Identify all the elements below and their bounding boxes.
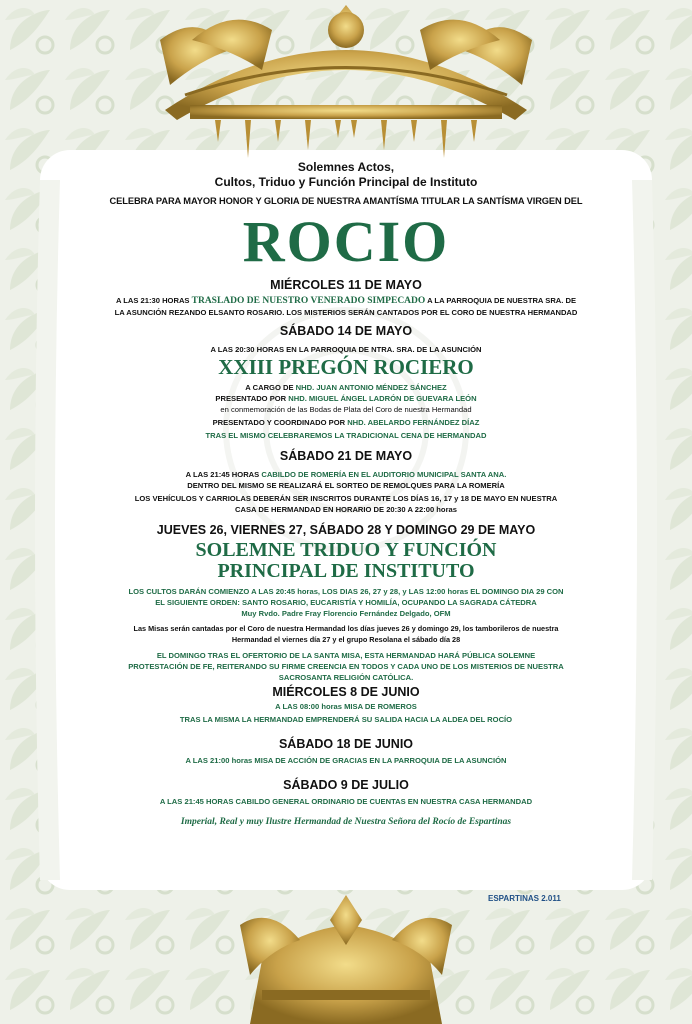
event-line: A LAS 20:30 HORAS EN LA PARROQUIA DE NTRA. SRA. DE LA ASUNCIÓN — [210, 345, 482, 354]
highlight-span: CABILDO DE ROMERÍA EN EL AUDITORIO MUNICIPAL SANTA ANA. — [261, 470, 507, 479]
edition-label: ESPARTINAS 2.011 — [488, 894, 561, 903]
text-span: A LAS 21:30 HORAS — [115, 296, 192, 305]
event-date: SÁBADO 9 DE JULIO — [283, 778, 409, 792]
event-date: JUEVES 26, VIERNES 27, SÁBADO 28 Y DOMINGO 29 DE MAYO — [156, 523, 536, 537]
main-title: ROCIO — [242, 209, 450, 274]
event-line: Las Misas serán cantadas por el Coro de nuestra Hermandad los días jueves 26 y domingo 29, los tamborileros de nuestra — [133, 624, 559, 633]
event-date: MIÉRCOLES 8 DE JUNIO — [272, 685, 420, 699]
event-line — [40, 295, 652, 307]
event-title: XXIII PREGÓN ROCIERO — [218, 355, 474, 379]
event-line: en conmemoración de las Bodas de Plata del Coro de nuestra Hermandad — [220, 405, 472, 414]
event-line: Muy Rvdo. Padre Fray Florencio Fernández Delgado, OFM — [241, 609, 451, 618]
intro-line-2: Cultos, Triduo y Función Principal de Instituto — [214, 175, 478, 189]
event-line: TRAS EL MISMO CELEBRAREMOS LA TRADICIONAL CENA DE HERMANDAD — [205, 431, 487, 440]
hermandad-name: Imperial, Real y muy Ilustre Hermandad de Nuestra Señora del Rocío de Espartinas — [180, 817, 512, 827]
event-line: SACROSANTA RELIGIÓN CATÓLICA. — [278, 673, 414, 682]
event-line: LOS CULTOS DARÁN COMIENZO A LAS 20:45 horas, LOS DIAS 26, 27 y 28, y LAS 12:00 horas EL DOMINGO DIA 29 CON — [128, 587, 564, 596]
event-line: PROTESTACIÓN DE FE, REITERANDO SU FIRME CREENCIA EN TODOS Y CADA UNO DE LOS MISTERIOS DE NUESTRA — [128, 662, 564, 671]
event-date: SÁBADO 18 DE JUNIO — [278, 737, 414, 751]
event-title: SOLEMNE TRIDUO Y FUNCIÓN — [195, 539, 497, 561]
event-line — [40, 393, 652, 404]
highlight-span: NHD. MIGUEL ÁNGEL LADRÓN DE GUEVARA LEÓN — [288, 394, 477, 403]
event-date: SÁBADO 14 DE MAYO — [279, 324, 413, 338]
celebra-line: CELEBRA PARA MAYOR HONOR Y GLORIA DE NUESTRA AMANTÍSMA TITULAR LA SANTÍSMA VIRGEN DEL — [109, 196, 583, 206]
event-line: LOS VEHÍCULOS Y CARRIOLAS DEBERÁN SER INSCRITOS DURANTE LOS DÍAS 16, 17 y 18 DE MAYO EN NUESTRA — [134, 494, 558, 503]
event-line: LA ASUNCIÓN REZANDO ELSANTO ROSARIO. LOS MISTERIOS SERÁN CANTADOS POR EL CORO DE NUESTRA HERMANDAD — [114, 308, 578, 317]
event-line: CASA DE HERMANDAD EN HORARIO DE 20:30 A 22:00 horas — [235, 505, 457, 514]
event-line: EL DOMINGO TRAS EL OFERTORIO DE LA SANTA MISA, ESTA HERMANDAD HARÁ PÚBLICA SOLEMNE — [156, 651, 536, 660]
event-line: EL SIGUIENTE ORDEN: SANTO ROSARIO, EUCARISTÍA Y HOMILÍA, OCUPANDO LA SAGRADA CÁTEDRA — [155, 598, 537, 607]
event-line — [40, 382, 652, 393]
event-date: SÁBADO 21 DE MAYO — [279, 449, 413, 463]
text-span: A LAS 21:45 HORAS — [185, 470, 262, 479]
highlight-span: TRASLADO DE NUESTRO VENERADO SIMPECADO — [191, 296, 426, 306]
intro-line-1: Solemnes Actos, — [297, 160, 395, 174]
event-line: A LAS 21:45 HORAS CABILDO GENERAL ORDINARIO DE CUENTAS EN NUESTRA CASA HERMANDAD — [159, 797, 533, 806]
event-line — [40, 469, 652, 480]
event-line: Hermandad el viernes día 27 y el grupo Resolana el sábado día 28 — [231, 635, 461, 644]
announcement-body — [40, 160, 652, 827]
text-span: PRESENTADO POR — [215, 394, 289, 403]
event-title: PRINCIPAL DE INSTITUTO — [217, 560, 475, 582]
highlight-span: NHD. ABELARDO FERNÁNDEZ DÍAZ — [347, 418, 480, 427]
event-line: A LAS 08:00 horas MISA DE ROMEROS — [275, 702, 417, 711]
event-line — [40, 417, 652, 428]
text-span: A LA PARROQUIA DE NUESTRA SRA. DE — [425, 296, 577, 305]
highlight-span: NHD. JUAN ANTONIO MÉNDEZ SÁNCHEZ — [295, 383, 447, 392]
text-span: A CARGO DE — [245, 383, 296, 392]
event-line: TRAS LA MISMA LA HERMANDAD EMPRENDERÁ SU SALIDA HACIA LA ALDEA DEL ROCÍO — [179, 715, 513, 724]
text-span: PRESENTADO Y COORDINADO POR — [212, 418, 348, 427]
event-line: A LAS 21:00 horas MISA DE ACCIÓN DE GRACIAS EN LA PARROQUIA DE LA ASUNCIÓN — [185, 756, 507, 765]
event-date: MIÉRCOLES 11 DE MAYO — [270, 278, 422, 292]
event-line: DENTRO DEL MISMO SE REALIZARÁ EL SORTEO DE REMOLQUES PARA LA ROMERÍA — [187, 481, 505, 490]
